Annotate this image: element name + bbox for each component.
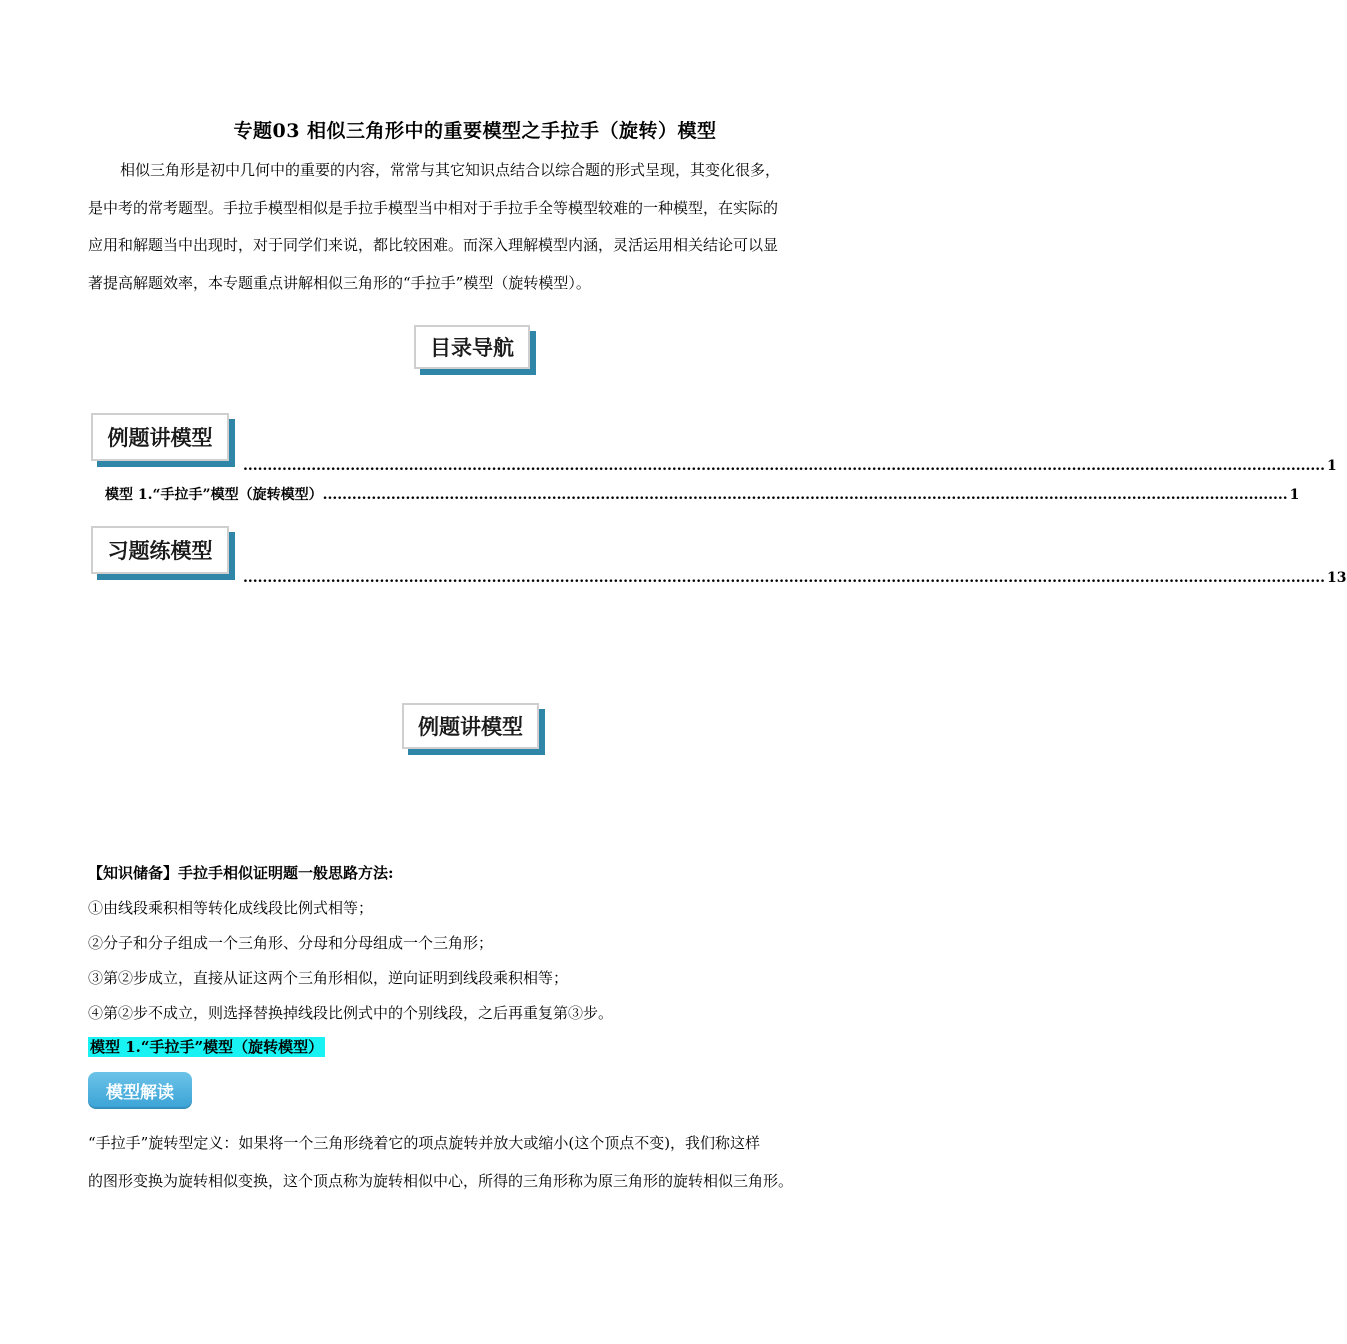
toc-item1-page: 1: [1289, 487, 1300, 503]
toc-dot-leader: ..............................................................................................................................................................................................................................: [243, 458, 1326, 474]
page-title: 专题03 相似三角形中的重要模型之手拉手（旋转）模型: [233, 120, 717, 142]
intro-line: 相似三角形是初中几何中的重要的内容，常常与其它知识点结合以综合题的形式呈现，其变化很多，: [120, 161, 781, 179]
model-heading-text: 模型 1.“手拉手”模型（旋转模型）: [90, 1038, 324, 1056]
knowledge-step: ①由线段乘积相等转化成线段比例式相等；: [88, 899, 374, 917]
knowledge-step: ③第②步成立，直接从证这两个三角形相似，逆向证明到线段乘积相等；: [88, 969, 569, 987]
section-header-badge: [402, 703, 539, 749]
toc-section1-page: 1: [1327, 458, 1337, 474]
intro-paragraph: [88, 152, 864, 302]
toc-section1-badge[interactable]: [91, 413, 229, 461]
knowledge-step: ④第②步不成立，则选择替换掉线段比例式中的个别线段，之后再重复第③步。: [88, 1004, 614, 1022]
toc-dot-leader: ......................................................................................................................................................................................................: [322, 487, 1288, 503]
definition-paragraph: [88, 1125, 864, 1200]
toc-section2-entry[interactable]: [243, 570, 1347, 586]
knowledge-step: ②分子和分子组成一个三角形、分母和分母组成一个三角形；: [88, 934, 494, 952]
intro-line: 是中考的常考题型。手拉手模型相似是手拉手模型当中相对于手拉手全等模型较难的一种模型，在实际的: [88, 198, 779, 217]
toc-section2-page: 13: [1327, 570, 1347, 586]
toc-section2-badge[interactable]: [91, 526, 229, 574]
definition-line: “手拉手”旋转型定义：如果将一个三角形绕着它的项点旋转并放大或缩小(这个顶点不变)，我们称这样: [88, 1134, 761, 1152]
intro-line: 应用和解题当中出现时，对于同学们来说，都比较困难。而深入理解模型内涵，灵活运用相关结论可以显: [88, 236, 779, 254]
toc-item1-entry[interactable]: [105, 484, 1300, 504]
intro-line: 著提高解题效率，本专题重点讲解相似三角形的“手拉手”模型（旋转模型）。: [88, 273, 591, 292]
section-header-label: 例题讲模型: [418, 715, 523, 739]
definition-line: 的图形变换为旋转相似变换，这个顶点称为旋转相似中心，所得的三角形称为原三角形的旋转相似三角形。: [88, 1171, 794, 1190]
model-read-label: 模型解读: [106, 1083, 174, 1103]
model-heading: [88, 1036, 325, 1057]
toc-section2-label: 习题练模型: [107, 539, 213, 563]
toc-nav-label: 目录导航: [430, 336, 514, 360]
model-read-button: [88, 1072, 192, 1109]
toc-section1-entry[interactable]: [243, 458, 1337, 474]
toc-dot-leader: ..............................................................................................................................................................................................................................: [243, 570, 1326, 586]
knowledge-heading: 【知识储备】手拉手相似证明题一般思路方法:: [88, 864, 394, 882]
toc-nav-badge: [414, 325, 530, 369]
toc-item1-label: 模型 1.“手拉手”模型（旋转模型）: [105, 487, 323, 503]
toc-section1-label: 例题讲模型: [107, 426, 213, 450]
